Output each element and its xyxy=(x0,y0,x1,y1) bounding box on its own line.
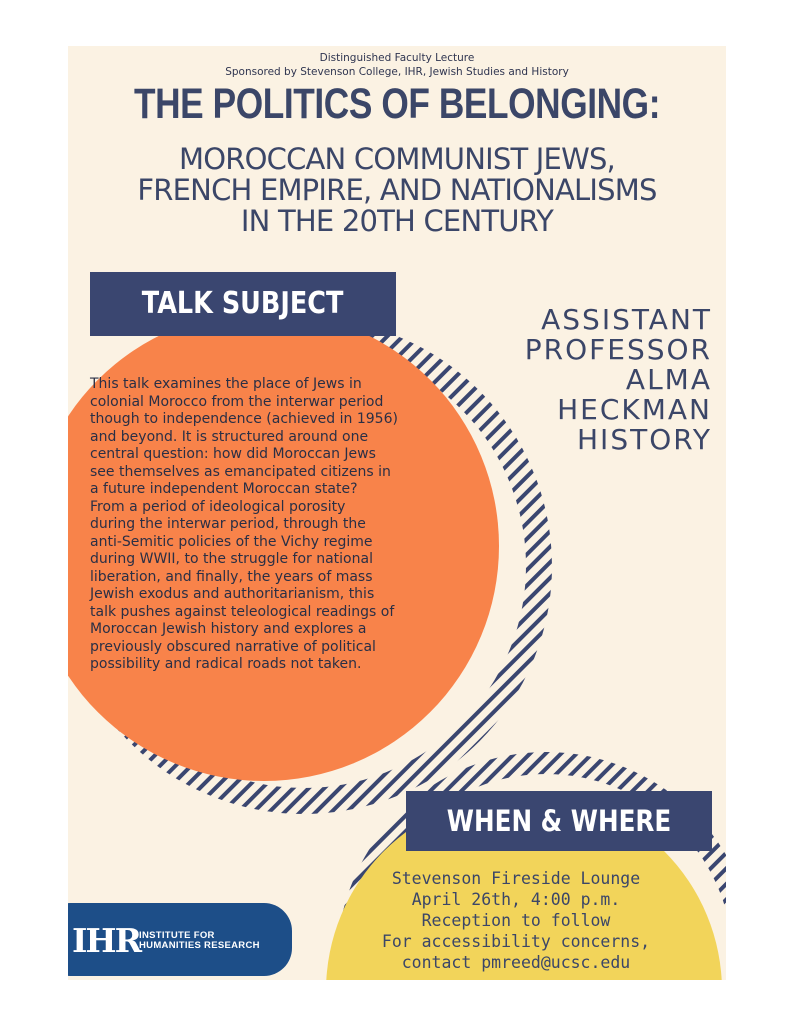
description-line: central question: how did Moroccan Jews xyxy=(90,446,376,462)
ihr-logo-mark: IHR xyxy=(72,921,141,960)
poster xyxy=(68,46,726,980)
description-line: talk pushes against teleological readings of xyxy=(90,603,395,620)
subtitle-line: MOROCCAN COMMUNIST JEWS, xyxy=(179,142,615,176)
description-line: Moroccan Jewish history and explores a xyxy=(90,621,367,637)
event-details xyxy=(356,868,676,973)
speaker-line: PROFESSOR xyxy=(524,333,712,366)
description-line: see themselves as emancipated citizens in xyxy=(90,463,391,480)
talk-description xyxy=(90,376,450,674)
talk-subject-banner xyxy=(90,272,396,336)
speaker-line: HECKMAN xyxy=(557,393,712,426)
when-where-banner xyxy=(406,791,712,851)
description-line: and beyond. It is structured around one xyxy=(90,428,369,445)
subtitle-line: IN THE 20TH CENTURY xyxy=(240,204,554,238)
description-line: though to independence (achieved in 1956) xyxy=(90,411,398,427)
logo-text-line: HUMANITIES RESEARCH xyxy=(139,940,260,951)
contact-email: contact pmreed@ucsc.edu xyxy=(401,953,631,972)
description-line: anti-Semitic policies of the Vichy regime xyxy=(90,533,373,550)
ihr-logo xyxy=(68,903,292,976)
subtitle-line: FRENCH EMPIRE, AND NATIONALISMS xyxy=(137,173,657,207)
event-reception: Reception to follow xyxy=(421,911,611,930)
description-line: colonial Morocco from the interwar period xyxy=(90,393,384,410)
description-line: a future independent Moroccan state? xyxy=(90,481,358,497)
speaker-line: ASSISTANT xyxy=(541,303,712,336)
description-line: liberation, and finally, the years of mass xyxy=(90,568,373,585)
subtitle xyxy=(68,144,726,237)
speaker-line: ALMA xyxy=(625,363,712,396)
description-line: Jewish exodus and authoritarianism, this xyxy=(90,586,375,602)
sponsors: Sponsored by Stevenson College, IHR, Jewish Studies and History xyxy=(225,66,569,78)
event-location: Stevenson Fireside Lounge xyxy=(391,869,641,888)
when-where-heading: WHEN & WHERE xyxy=(446,804,672,838)
ihr-logo-text xyxy=(139,931,260,951)
description-line: This talk examines the place of Jews in xyxy=(90,376,362,392)
accessibility-note: For accessibility concerns, xyxy=(381,932,651,951)
description-line: previously obscured narrative of political xyxy=(90,638,376,655)
description-line: during the interwar period, through the xyxy=(90,516,366,532)
event-datetime: April 26th, 4:00 p.m. xyxy=(411,890,621,909)
speaker-line: HISTORY xyxy=(577,423,712,456)
page-title: THE POLITICS OF BELONGING: xyxy=(133,80,661,128)
description-line: From a period of ideological porosity xyxy=(90,498,346,515)
logo-text-line: INSTITUTE FOR xyxy=(139,930,215,941)
lecture-type: Distinguished Faculty Lecture xyxy=(319,52,475,64)
description-line: possibility and radical roads not taken. xyxy=(90,656,362,672)
talk-subject-heading: TALK SUBJECT xyxy=(142,286,344,321)
speaker-block xyxy=(525,305,712,455)
description-line: during WWII, to the struggle for national xyxy=(90,551,373,567)
